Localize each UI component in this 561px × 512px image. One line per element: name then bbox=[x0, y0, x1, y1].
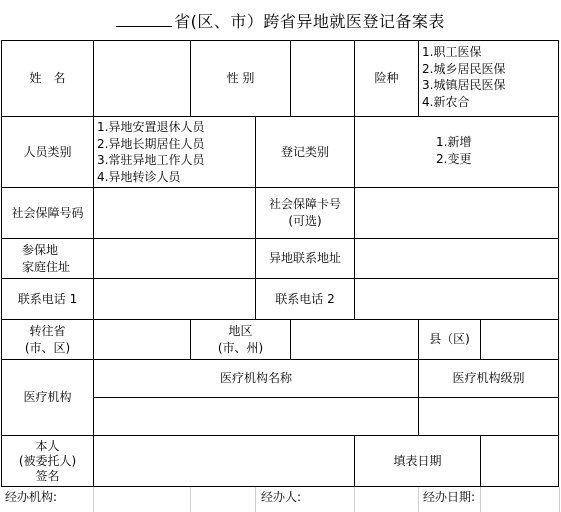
institution-label-text: 医疗机构 bbox=[23, 390, 72, 404]
ss-number-field[interactable] bbox=[94, 188, 255, 238]
ss-card-label bbox=[256, 188, 354, 238]
district-label-line2: (市、州) bbox=[217, 340, 264, 355]
handler-label: 经办人: bbox=[261, 490, 302, 504]
insurance-label bbox=[355, 41, 418, 116]
institution-level-header bbox=[419, 360, 558, 397]
person-type-label bbox=[2, 117, 93, 187]
fill-date-field[interactable] bbox=[481, 436, 558, 486]
phone2-label bbox=[256, 279, 354, 319]
insurance-option[interactable]: 4.新农合 bbox=[422, 94, 470, 109]
home-addr-label bbox=[22, 239, 93, 278]
phone2-field[interactable] bbox=[355, 279, 558, 319]
institution-name-header-text: 医疗机构名称 bbox=[219, 371, 292, 385]
institution-level-field[interactable] bbox=[419, 398, 558, 435]
agency-label: 经办机构: bbox=[5, 490, 58, 504]
person-type-option[interactable]: 2.异地长期居住人员 bbox=[97, 136, 205, 151]
insurance-option[interactable]: 1.职工医保 bbox=[422, 45, 482, 59]
fill-date-label bbox=[355, 436, 480, 486]
ss-card-optional-text: (可选) bbox=[288, 214, 322, 228]
ss-number-label-text: 社会保障号码 bbox=[11, 205, 84, 220]
form-title-text: 省(区、市）跨省异地就医登记备案表 bbox=[174, 12, 445, 31]
ss-number-label bbox=[2, 188, 93, 238]
reg-type-option[interactable]: 2.变更 bbox=[436, 152, 472, 166]
home-addr-label-line2: 家庭住址 bbox=[22, 259, 71, 274]
phone2-label-text: 联系电话 2 bbox=[275, 291, 335, 306]
county-label bbox=[419, 320, 480, 359]
district-label bbox=[191, 320, 290, 359]
province-label-line1: 转往省 bbox=[29, 323, 66, 338]
remote-addr-field[interactable] bbox=[355, 239, 558, 278]
insurance-label-text: 险种 bbox=[374, 71, 399, 85]
province-label-line2: (市、区) bbox=[24, 340, 71, 355]
person-type-options[interactable] bbox=[97, 119, 204, 185]
name-label-text: 姓 名 bbox=[29, 71, 66, 85]
reg-type-options[interactable] bbox=[436, 134, 471, 168]
phone1-label bbox=[2, 279, 93, 319]
institution-label bbox=[2, 360, 93, 435]
reg-type-option[interactable]: 1.新增 bbox=[436, 135, 472, 149]
institution-name-header bbox=[94, 360, 418, 397]
gender-label-text: 性 别 bbox=[226, 71, 255, 85]
insurance-option[interactable]: 3.城镇居民医保 bbox=[422, 78, 506, 92]
signature-label bbox=[2, 436, 93, 486]
handle-date-label: 经办日期: bbox=[423, 490, 476, 504]
fill-date-label-text: 填表日期 bbox=[393, 453, 442, 468]
home-addr-field[interactable] bbox=[94, 239, 255, 278]
district-field[interactable] bbox=[291, 320, 418, 359]
ss-card-field[interactable] bbox=[355, 188, 558, 238]
county-field[interactable] bbox=[481, 320, 558, 359]
province-field[interactable] bbox=[94, 320, 190, 359]
remote-addr-label bbox=[256, 239, 354, 278]
signature-label-line2: (被委托人) bbox=[18, 453, 77, 468]
person-type-label-text: 人员类别 bbox=[23, 144, 72, 159]
signature-label-line1: 本人 bbox=[35, 438, 60, 453]
name-label bbox=[2, 41, 93, 116]
institution-level-header-text: 医疗机构级别 bbox=[452, 371, 525, 385]
district-label-line1: 地区 bbox=[228, 323, 253, 338]
person-type-option[interactable]: 3.常驻异地工作人员 bbox=[97, 153, 205, 167]
reg-type-label bbox=[256, 117, 354, 187]
name-field[interactable] bbox=[94, 41, 190, 116]
signature-field[interactable] bbox=[94, 436, 354, 486]
province-label bbox=[2, 320, 93, 359]
insurance-option[interactable]: 2.城乡居民医保 bbox=[422, 61, 506, 76]
phone1-field[interactable] bbox=[94, 279, 255, 319]
institution-name-field[interactable] bbox=[94, 398, 418, 435]
home-addr-label-line1: 参保地 bbox=[22, 242, 59, 257]
county-label-text: 县（区) bbox=[429, 332, 470, 346]
person-type-option[interactable]: 4.异地转诊人员 bbox=[97, 169, 181, 184]
gender-field[interactable] bbox=[291, 41, 354, 116]
ss-card-label-text: 社会保障卡号 bbox=[268, 197, 341, 211]
person-type-option[interactable]: 1.异地安置退休人员 bbox=[97, 120, 205, 134]
signature-label-line3: 签名 bbox=[35, 468, 60, 483]
remote-addr-label-text: 异地联系地址 bbox=[268, 251, 341, 265]
insurance-options[interactable] bbox=[422, 44, 505, 110]
phone1-label-text: 联系电话 1 bbox=[17, 291, 78, 306]
reg-type-label-text: 登记类别 bbox=[280, 144, 329, 159]
gender-label bbox=[191, 41, 290, 116]
